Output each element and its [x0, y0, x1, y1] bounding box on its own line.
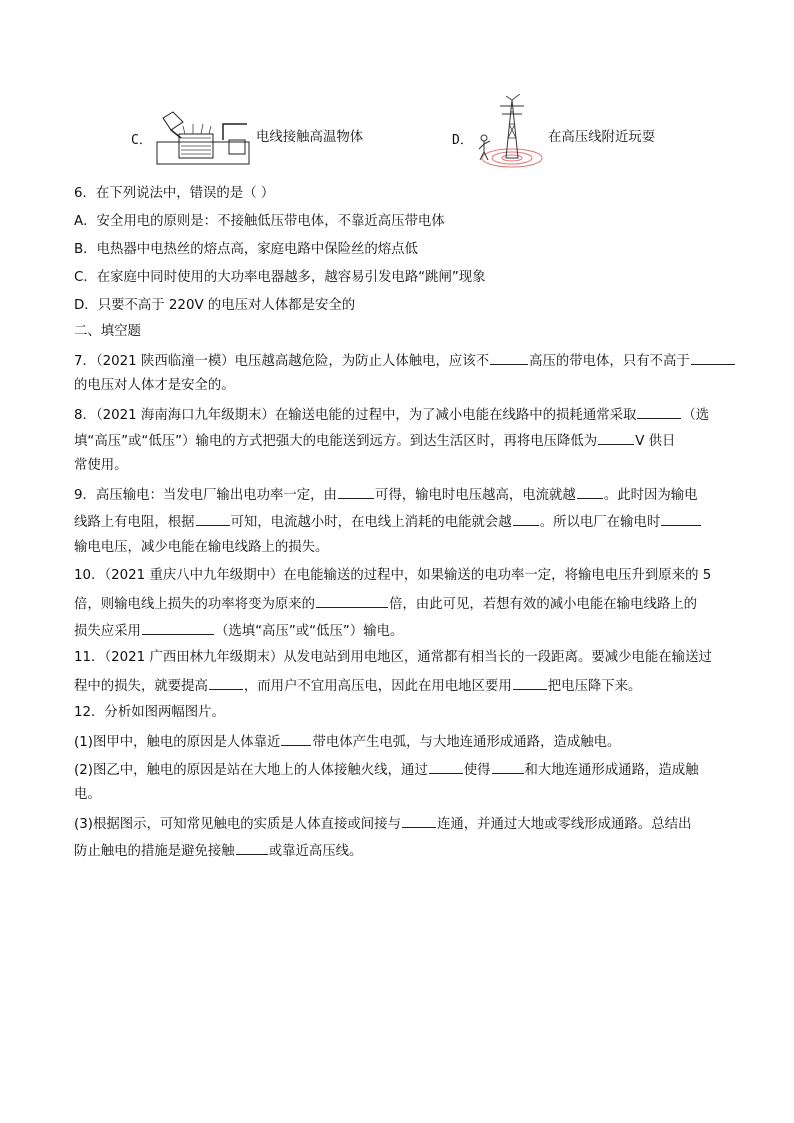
high-voltage-tower-illustration [472, 94, 544, 172]
q10-text-d: （选填“高压”或“低压”）输电。 [214, 624, 404, 639]
q12-part1 [74, 731, 620, 753]
q6-choice-b: B．电热器中电热丝的熔点高，家庭电路中保险丝的熔点低 [74, 242, 418, 257]
q10-text-c: 损失应采用 [74, 624, 141, 639]
answer-blank[interactable] [577, 484, 603, 499]
q7-text-b: 高压的带电体，只有不高于 [529, 354, 690, 369]
option-d-label: D． [452, 133, 473, 148]
q11-text-b: ，而用户不宜用高压电，因此在用电地区要用 [243, 679, 512, 694]
q11-text-c: 把电压降下来。 [547, 679, 642, 694]
q6-stem: 6．在下列说法中，错误的是（ ） [74, 186, 275, 201]
q8-line2 [74, 430, 675, 452]
section-heading-fill-in: 二、填空题 [74, 324, 141, 339]
q8-line3: 常使用。 [74, 458, 128, 473]
q12-stem: 12．分析如图两幅图片。 [74, 705, 225, 720]
q9-text-e: 可知，电流越小时，在电线上消耗的电能就会越 [230, 515, 512, 530]
q7-line1 [74, 350, 736, 372]
q8-line1 [74, 404, 709, 426]
answer-blank[interactable] [142, 620, 214, 635]
q12-text-g: 连通，并通过大地或零线形成通路。总结出 [436, 817, 692, 832]
answer-blank[interactable] [598, 430, 634, 445]
q9-text-f: 。所以电厂在输电时 [539, 515, 661, 530]
answer-blank[interactable] [429, 759, 463, 774]
q12-part3-line2 [74, 840, 362, 862]
q12-part3-line1 [74, 813, 691, 835]
q9-line1 [74, 484, 698, 506]
q8-text-d: V 供日 [635, 434, 676, 449]
q12-text-b: 带电体产生电弧，与大地连通形成通路，造成触电。 [312, 735, 621, 750]
answer-blank[interactable] [637, 404, 681, 419]
q11-line2 [74, 675, 641, 697]
answer-blank[interactable] [281, 731, 311, 746]
answer-blank[interactable] [402, 813, 436, 828]
q12-text-c: (2)图乙中，触电的原因是站在大地上的人体接触火线，通过 [74, 763, 428, 778]
q9-text-c: 。此时因为输电 [603, 488, 698, 503]
q10-text-b: 倍，由此可见，若想有效的减小电能在输电线路上的 [389, 597, 698, 612]
q10-line1: 10．（2021 重庆八中九年级期中）在电能输送的过程中，如果输送的电功率一定，将输电电压升到原来的 5 [74, 568, 712, 583]
q11-line1: 11．（2021 广西田林九年级期末）从发电站到用电地区，通常都有相当长的一段距离。要减少电能在输送过 [74, 650, 712, 665]
q8-text-b: （选 [682, 408, 710, 423]
q6-choice-a: A．安全用电的原则是：不接触低压带电体，不靠近高压带电体 [74, 214, 445, 229]
q12-part2-line1 [74, 759, 699, 781]
q9-line2 [74, 511, 702, 533]
q12-text-h: 防止触电的措施是避免接触 [74, 844, 235, 859]
q8-text-c: 填“高压”或“低压”）输电的方式把强大的电能送到远方。到达生活区时，再将电压降低为 [74, 434, 598, 449]
hot-object-wire-illustration [153, 108, 253, 170]
q12-text-a: (1)图甲中，触电的原因是人体靠近 [74, 735, 281, 750]
q9-text-b: 可得，输电时电压越高，电流就越 [374, 488, 576, 503]
q11-text-a: 程中的损失，就要提高 [74, 679, 208, 694]
q9-text-a: 9．高压输电：当发电厂输出电功率一定，由 [74, 488, 337, 503]
answer-blank[interactable] [492, 759, 524, 774]
option-c-text: 电线接触高温物体 [256, 130, 364, 145]
q6-choice-c: C．在家庭中同时使用的大功率电器越多，越容易引发电路“跳闸”现象 [74, 270, 486, 285]
q12-text-i: 或靠近高压线。 [268, 844, 363, 859]
q7-line2: 的电压对人体才是安全的。 [74, 378, 235, 393]
q12-text-f: (3)根据图示，可知常见触电的实质是人体直接或间接与 [74, 817, 401, 832]
answer-blank[interactable] [209, 675, 243, 690]
answer-blank[interactable] [513, 511, 539, 526]
option-d-text: 在高压线附近玩耍 [548, 130, 656, 145]
q6-choice-d: D．只要不高于 220V 的电压对人体都是安全的 [74, 298, 356, 313]
q12-part2-line2: 电。 [74, 787, 101, 802]
answer-blank[interactable] [338, 484, 374, 499]
q7-text-a: 7．（2021 陕西临潼一模）电压越高越危险，为防止人体触电，应该不 [74, 354, 490, 369]
answer-blank[interactable] [513, 675, 547, 690]
q10-text-a: 倍，则输电线上损失的功率将变为原来的 [74, 597, 316, 612]
option-c-label: C． [131, 133, 152, 148]
answer-blank[interactable] [196, 511, 230, 526]
answer-blank[interactable] [490, 350, 528, 365]
answer-blank[interactable] [691, 350, 735, 365]
q9-text-d: 线路上有电阻，根据 [74, 515, 195, 530]
q12-text-d: 使得 [463, 763, 491, 778]
q8-text-a: 8．（2021 海南海口九年级期末）在输送电能的过程中，为了减小电能在线路中的损耗通常采取 [74, 408, 637, 423]
q10-line3 [74, 620, 403, 642]
q10-line2 [74, 593, 697, 615]
answer-blank[interactable] [316, 593, 388, 608]
q12-text-e: 和大地连通形成通路，造成触 [524, 763, 699, 778]
answer-blank[interactable] [236, 840, 268, 855]
answer-blank[interactable] [661, 511, 701, 526]
q9-line3: 输电电压，减少电能在输电线路上的损失。 [74, 540, 329, 555]
